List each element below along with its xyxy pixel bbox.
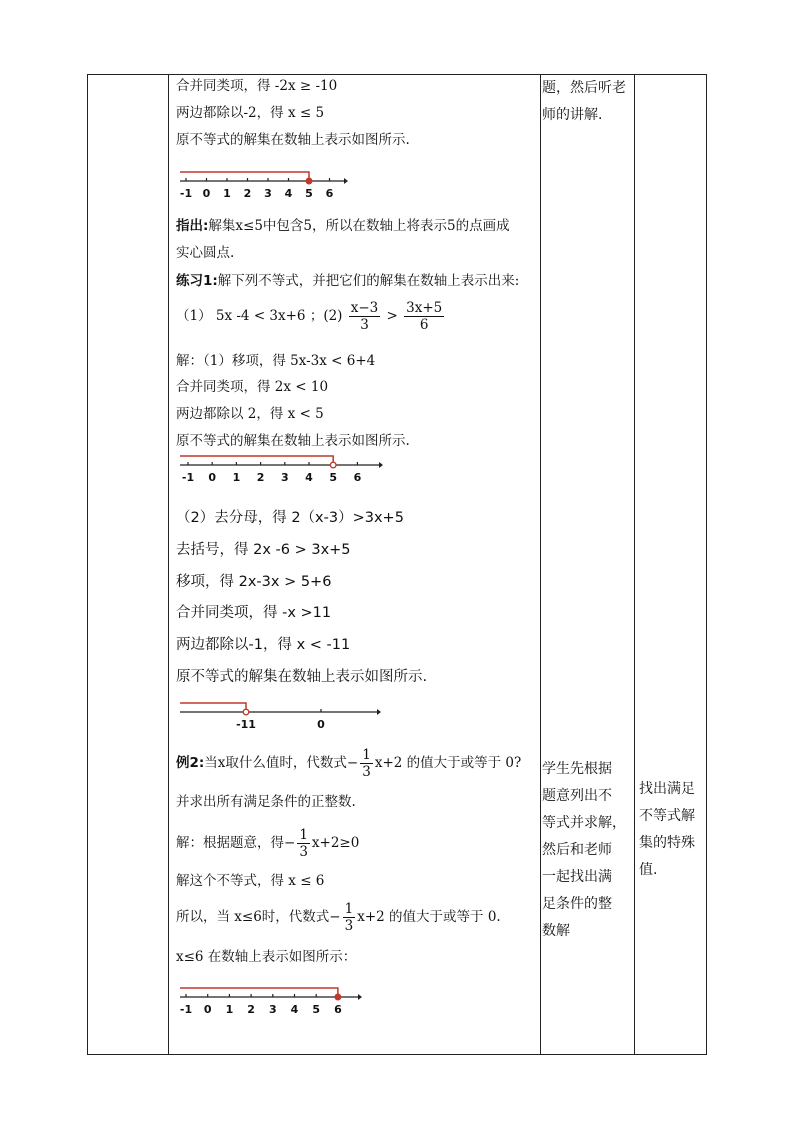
example-2-solution-3 <box>176 901 501 934</box>
example-2-heading <box>176 747 521 780</box>
example-2-solution-3b: x+2 的值大于或等于 0. <box>357 909 501 925</box>
tick-label: 4 <box>305 471 313 484</box>
one-third-denominator-2: 3 <box>299 844 308 860</box>
fraction-one-third-3 <box>343 901 356 934</box>
exercise-1-problem-1: （1） 5x -4 < 3x+6 ；(2) <box>176 308 343 324</box>
tick-label: 2 <box>256 471 265 484</box>
lesson-table <box>87 74 707 1055</box>
tick-label: 5 <box>329 471 338 484</box>
exercise-1-problems <box>176 300 446 333</box>
tick-label: -11 <box>236 718 256 731</box>
axis-arrow <box>344 178 348 184</box>
tick-label: 3 <box>268 1003 277 1016</box>
example-2-label: 例2: <box>176 755 205 771</box>
number-line-1 <box>176 169 348 205</box>
tick-label: 0 <box>208 471 217 484</box>
student-activity-2: 题意列出不 <box>542 788 612 804</box>
fraction-b <box>404 300 444 333</box>
tick-label: 0 <box>317 718 325 731</box>
tick-label: 6 <box>334 1003 342 1016</box>
solution-1-step-1: 解：（1）移项，得 5x-3x < 6+4 <box>176 353 376 369</box>
step-divide: 两边都除以-2，得 x ≤ 5 <box>176 105 325 121</box>
example-2-solution-4: x≤6 在数轴上表示如图所示： <box>176 949 357 965</box>
tick-label: -1 <box>179 187 193 200</box>
example-2-solution-1 <box>176 827 359 860</box>
closed-endpoint <box>306 178 312 184</box>
example-2-solution-1b: x+2≥0 <box>311 835 360 851</box>
tick-label: -1 <box>179 1003 193 1016</box>
fraction-a-numerator: x−3 <box>350 300 379 316</box>
exercise-1-text: 解下列不等式，并把它们的解集在数轴上表示出来: <box>217 273 520 289</box>
tick-label: 1 <box>225 1003 234 1016</box>
tick-label: 0 <box>202 187 211 200</box>
student-activity-middle <box>542 756 627 945</box>
solution-2-step-1: （2）去分母，得 2（x-3）>3x+5 <box>176 510 404 526</box>
one-third-numerator-2: 1 <box>299 827 308 843</box>
exercise-1-label: 练习1: <box>176 273 218 289</box>
greater-than-sign: > <box>386 308 398 324</box>
tick-label: 5 <box>312 1003 321 1016</box>
student-activity-5: 一起找出满 <box>542 869 612 885</box>
student-activity-1: 学生先根据 <box>542 761 612 777</box>
exercise-1-heading <box>176 272 519 290</box>
student-activity-6: 足条件的整 <box>542 896 612 912</box>
tick-label: 4 <box>284 187 293 200</box>
axis-arrow <box>377 709 381 715</box>
student-activity-7: 数解 <box>542 923 570 939</box>
solution-ray <box>180 456 333 465</box>
fraction-a <box>349 300 381 333</box>
example-2-solution-1a: 解：根据题意，得− <box>176 835 296 851</box>
design-intent-1: 找出满足 <box>639 781 695 797</box>
student-activity-top-1: 题，然后听老 <box>542 80 626 96</box>
fraction-b-numerator: 3x+5 <box>406 300 443 316</box>
column-divider-3 <box>634 75 635 1054</box>
tick-label: 1 <box>232 471 241 484</box>
solution-ray <box>180 172 309 181</box>
note-text-continued: 实心圆点. <box>176 245 235 261</box>
student-activity-4: 然后和老师 <box>542 842 612 858</box>
solution-ray <box>180 988 338 997</box>
one-third-denominator-3: 3 <box>344 918 354 934</box>
student-activity-3: 等式并求解， <box>542 815 626 831</box>
example-2-line-2: 并求出所有满足条件的正整数. <box>176 794 356 810</box>
one-third-numerator-1: 1 <box>362 747 371 763</box>
column-divider-1 <box>168 75 169 1054</box>
solution-2-statement: 原不等式的解集在数轴上表示如图所示. <box>176 669 428 685</box>
example-2-text-a: 当x取什么值时，代数式− <box>204 755 359 771</box>
solution-1-step-2: 合并同类项，得 2x < 10 <box>176 379 329 395</box>
tick-label: 3 <box>264 187 272 200</box>
tick-label: 4 <box>290 1003 299 1016</box>
fraction-one-third-2 <box>297 827 310 860</box>
number-line-2 <box>176 453 386 489</box>
example-2-solution-2: 解这个不等式，得 x ≤ 6 <box>176 873 325 889</box>
tick-label: 6 <box>353 471 362 484</box>
solution-2-step-2: 去括号，得 2x -6 > 3x+5 <box>176 542 351 558</box>
note-text: 解集x≤5中包含5，所以在数轴上将表示5的点画成 <box>208 218 510 234</box>
note-line <box>176 217 510 235</box>
step-combine-terms: 合并同类项，得 -2x ≥ -10 <box>176 78 338 94</box>
solution-statement: 原不等式的解集在数轴上表示如图所示. <box>176 132 410 148</box>
student-activity-top <box>542 75 627 129</box>
fraction-one-third-1 <box>360 747 373 780</box>
tick-label: 3 <box>280 471 289 484</box>
tick-label: 0 <box>203 1003 212 1016</box>
tick-label: -1 <box>181 471 195 484</box>
number-line-4 <box>176 985 366 1021</box>
column-divider-2 <box>540 75 541 1054</box>
tick-label: 5 <box>305 187 313 200</box>
solution-ray <box>180 703 246 712</box>
example-2-solution-3a: 所以，当 x≤6时，代数式− <box>176 909 341 925</box>
tick-label: 6 <box>325 187 334 200</box>
solution-1-statement: 原不等式的解集在数轴上表示如图所示. <box>176 433 410 449</box>
note-label: 指出: <box>176 218 209 234</box>
number-line-3 <box>176 700 386 736</box>
fraction-b-denominator: 6 <box>419 317 429 333</box>
axis-arrow <box>358 994 362 1000</box>
solution-2-step-5: 两边都除以-1，得 x < -11 <box>176 637 351 653</box>
design-intent-3: 集的特殊 <box>639 835 695 851</box>
design-intent-2: 不等式解 <box>639 808 695 824</box>
design-intent <box>639 776 697 884</box>
student-activity-top-2: 师的讲解. <box>542 107 603 123</box>
open-endpoint <box>243 709 249 715</box>
example-2-text-b: x+2 的值大于或等于 0? <box>374 755 522 771</box>
solution-2-step-3: 移项，得 2x-3x > 5+6 <box>176 574 332 590</box>
one-third-denominator-1: 3 <box>362 764 371 780</box>
closed-endpoint <box>335 994 341 1000</box>
open-endpoint <box>330 462 336 468</box>
tick-label: 1 <box>223 187 231 200</box>
axis-arrow <box>379 462 383 468</box>
fraction-a-denominator: 3 <box>360 317 369 333</box>
solution-1-step-3: 两边都除以 2，得 x < 5 <box>176 406 324 422</box>
tick-label: 2 <box>243 187 252 200</box>
design-intent-4: 值. <box>639 862 658 878</box>
solution-2-step-4: 合并同类项，得 -x >11 <box>176 605 332 621</box>
tick-label: 2 <box>247 1003 255 1016</box>
one-third-numerator-3: 1 <box>344 901 354 917</box>
